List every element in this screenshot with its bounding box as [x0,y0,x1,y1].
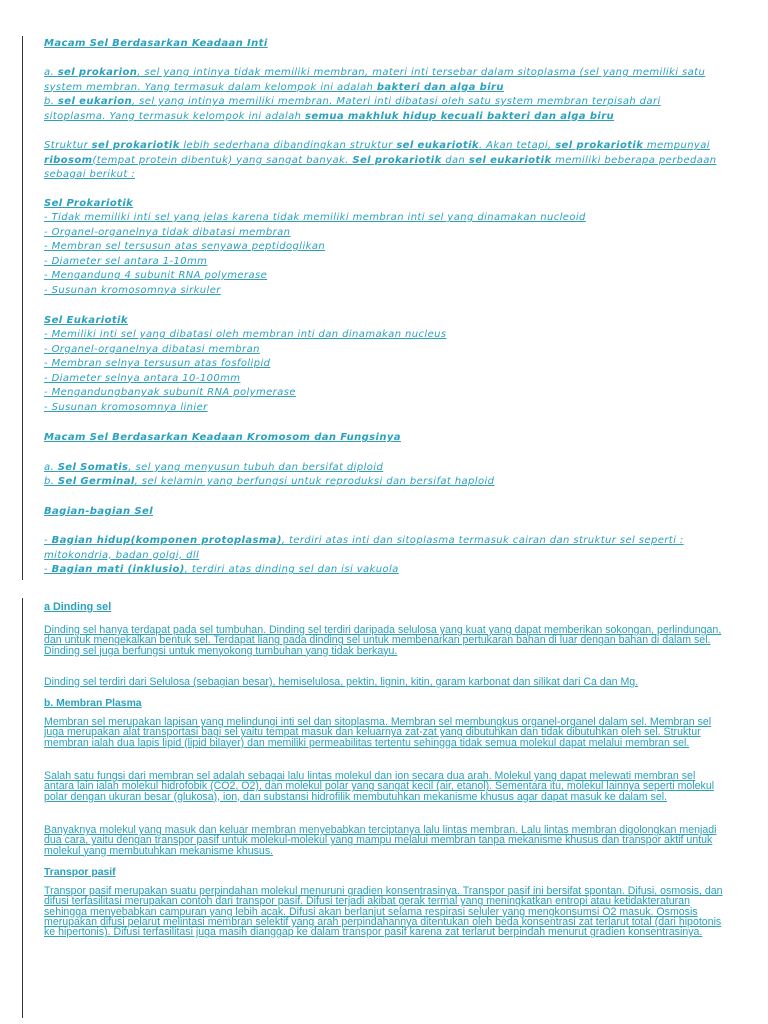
list-item[interactable]: - Tidak memiliki inti sel yang jelas karena tidak memiliki membran inti sel yang dinamakan nucleoid [44,212,586,223]
heading-macam-sel-inti[interactable]: Macam Sel Berdasarkan Keadaan Inti [44,38,268,49]
heading-macam-sel-kromosom[interactable]: Macam Sel Berdasarkan Keadaan Kromosom dan Fungsinya [44,432,401,443]
heading-dinding-sel[interactable]: a Dinding sel [44,601,112,613]
list-item[interactable]: - Diameter selnya antara 10-100mm [44,372,241,384]
list-eukariotik [44,328,724,415]
paragraph-struktur[interactable]: Struktur sel prokariotik lebih sederhana dibandingkan struktur sel eukariotik. Akan tetapi, sel prokariotik mempunyai ribosom(tempat protein dibentuk) yang sangat banyak. Sel prokariotik dan sel eukariotik memiliki beberapa perbedaan sebagai berikut : [44,140,717,180]
list-item[interactable]: - Organel-organelnya tidak dibatasi membran [44,226,291,238]
list-item[interactable]: - Organel-organelnya dibatasi membran [44,343,260,355]
heading-bagian-sel[interactable]: Bagian-bagian Sel [44,506,154,517]
list-item[interactable]: - Mengandungbanyak subunit RNA polymerase [44,387,296,398]
item-bagian-mati[interactable]: - Bagian mati (inklusio), terdiri atas dinding sel dan isi vakuola [44,564,399,575]
paragraph-membran-2[interactable]: Salah satu fungsi dari membran sel adalah sebagai lalu lintas molekul dan ion secara dua arah. Molekul yang dapat melewati membran sel antara lain ialah molekul hidrofobik (CO2, O2), dan molekul polar yang sangat kecil (air, etanol). Sementara itu, molekul lainnya seperti molekul polar dengan ukuran besar (glukosa), ion, dan substansi hidrofilik membutuhkan mekanisme khusus agar dapat masuk ke dalam sel. [44,770,715,803]
list-item[interactable]: - Mengandung 4 subunit RNA polymerase [44,270,268,281]
list-item[interactable]: - Susunan kromosomnya linier [44,401,208,413]
list-item[interactable]: - Membran selnya tersusun atas fosfolipid [44,358,271,369]
heading-sel-prokariotik[interactable]: Sel Prokariotik [44,198,134,209]
left-margin-rule [22,36,23,580]
list-item[interactable]: - Membran sel tersusun atas senyawa peptidoglikan [44,241,326,252]
paragraph-transpor-pasif[interactable]: Transpor pasif merupakan suatu perpindahan molekul menuruni gradien konsentrasinya. Transpor pasif ini bersifat spontan. Difusi, osmosis, dan difusi terfasilitasi merupakan contoh dari transpor pasif. Difusi terjadi akibat gerak termal yang meningkatkan entropi atau ketidakteraturan sehingga menyebabkan campuran yang lebih acak. Difusi akan berlanjut selama respirasi seluler yang mengkonsumsi O2 masuk. Osmosis merupakan difusi pelarut melintasi membran selektif yang arah perpindahannya ditentukan oleh beda konsentrasi zat terlarut total (dari hipotonis ke hipertonis). Difusi terfasilitasi juga masih dianggap ke dalam transpor pasif karena zat terlarut berpindah menurut gradien konsentrasinya. [44,885,723,939]
item-bagian-hidup[interactable]: - Bagian hidup(komponen protoplasma), terdiri atas inti dan sitoplasma termasuk cairan dan struktur sel seperti : mitokondria, badan golgi, dll [44,535,684,561]
heading-membran-plasma[interactable]: b. Membran Plasma [44,698,142,709]
heading-transpor-pasif[interactable]: Transpor pasif [44,867,116,878]
list-prokariotik [44,211,724,298]
item-sel-germinal[interactable]: b. Sel Germinal, sel kelamin yang berfungsi untuk reproduksi dan bersifat haploid [44,476,495,487]
paragraph-membran-3[interactable]: Banyaknya molekul yang masuk dan keluar membran menyebabkan terciptanya lalu lintas membran. Lalu lintas membran digolongkan menjadi dua cara, yaitu dengan transpor pasif untuk molekul-molekul yang mampu melalui membran tanpa mekanisme khusus dan transpor aktif untuk molekul yang membutuhkan mekanisme khusus. [44,824,717,857]
list-item[interactable]: - Memiliki inti sel yang dibatasi oleh membran inti dan dinamakan nucleus [44,329,447,340]
list-item[interactable]: - Susunan kromosomnya sirkuler [44,284,221,296]
left-margin-rule [22,598,23,1018]
paragraph-sel-eukarion[interactable]: b. sel eukarion, sel yang intinya memiliki membran. Materi inti dibatasi oleh satu system membran terpisah dari sitoplasma. Yang termasuk kelompok ini adalah semua makhluk hidup kecuali bakteri dan alga biru [44,96,661,122]
paragraph-dinding-sel[interactable]: Dinding sel hanya terdapat pada sel tumbuhan. Dinding sel terdiri daripada selulosa yang kuat yang dapat memberikan sokongan, perlindungan, dan untuk mengekalkan bentuk sel. Terdapat liang pada dinding sel untuk membenarkan pertukaran bahan di luar dengan bahan di dalam sel. Dinding sel juga berfungsi untuk menyokong tumbuhan yang tidak berkayu. [44,624,722,657]
paragraph-membran-1[interactable]: Membran sel merupakan lapisan yang melindungi inti sel dan sitoplasma. Membran sel membungkus organel-organel dalam sel. Membran sel juga merupakan alat transportasi bagi sel yaitu tempat masuk dan keluarnya zat-zat yang dibutuhkan dan tidak dibutuhkan oleh sel. Struktur membran ialah dua lapis lipid (lipid bilayer) dan memiliki permeabilitas tertentu sehingga tidak semua molekul dapat melalui membran sel. [44,716,712,749]
item-sel-somatis[interactable]: a. Sel Somatis, sel yang menyusun tubuh dan bersifat diploid [44,462,384,473]
paragraph-dinding-komposisi[interactable]: Dinding sel terdiri dari Selulosa (sebagian besar), hemiselulosa, pektin, lignin, kitin, garam karbonat dan silikat dari Ca dan Mg. [44,676,639,688]
list-item[interactable]: - Diameter sel antara 1-10mm [44,255,208,267]
paragraph-sel-prokarion[interactable]: a. sel prokarion, sel yang intinya tidak memiliki membran, materi inti tersebar dalam sitoplasma (sel yang memiliki satu system membran. Yang termasuk dalam kelompok ini adalah bakteri dan alga biru [44,67,706,93]
heading-sel-eukariotik[interactable]: Sel Eukariotik [44,315,128,326]
